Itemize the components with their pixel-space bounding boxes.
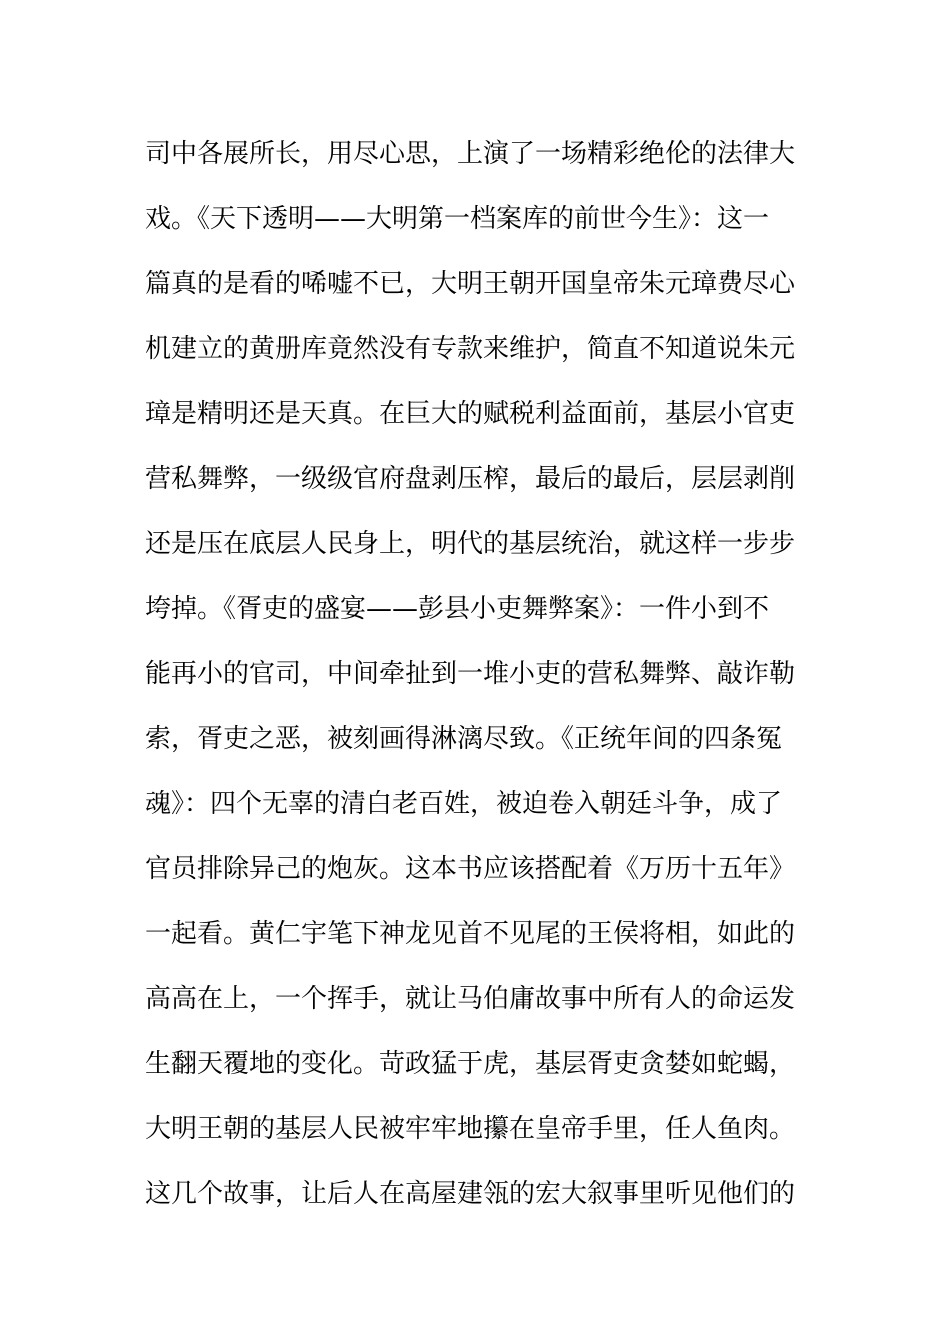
text-line: 营私舞弊，一级级官府盘剥压榨，最后的最后，层层剥削 bbox=[145, 464, 796, 494]
text-line: 一起看。黄仁宇笔下神龙见首不见尾的王侯将相，如此的 bbox=[145, 919, 796, 949]
body-text bbox=[145, 122, 815, 1227]
text-line: 高高在上，一个挥手，就让马伯庸故事中所有人的命运发 bbox=[145, 984, 796, 1014]
text-line: 司中各展所长，用尽心思，上演了一场精彩绝伦的法律大 bbox=[145, 139, 796, 169]
text-line: 官员排除异己的炮灰。这本书应该搭配着《万历十五年》 bbox=[145, 854, 796, 884]
text-line: 索，胥吏之恶，被刻画得淋漓尽致。《正统年间的四条冤 bbox=[145, 724, 783, 754]
text-line: 魂》：四个无辜的清白老百姓，被迫卷入朝廷斗争，成了 bbox=[145, 789, 783, 819]
text-line: 璋是精明还是天真。在巨大的赋税利益面前，基层小官吏 bbox=[145, 399, 796, 429]
text-line: 篇真的是看的唏嘘不已，大明王朝开国皇帝朱元璋费尽心 bbox=[145, 269, 796, 299]
text-line: 还是压在底层人民身上，明代的基层统治，就这样一步步 bbox=[145, 529, 796, 559]
text-line: 机建立的黄册库竟然没有专款来维护，简直不知道说朱元 bbox=[145, 334, 796, 364]
text-line: 戏。《天下透明——大明第一档案库的前世今生》：这一 bbox=[145, 204, 770, 234]
text-line: 这几个故事，让后人在高屋建瓴的宏大叙事里听见他们的 bbox=[145, 1179, 796, 1209]
text-line: 生翻天覆地的变化。苛政猛于虎，基层胥吏贪婪如蛇蝎， bbox=[145, 1049, 796, 1079]
text-line: 垮掉。《胥吏的盛宴——彭县小吏舞弊案》：一件小到不 bbox=[145, 594, 770, 624]
text-line: 大明王朝的基层人民被牢牢地攥在皇帝手里，任人鱼肉。 bbox=[145, 1114, 796, 1144]
text-line: 能再小的官司，中间牵扯到一堆小吏的营私舞弊、敲诈勒 bbox=[145, 659, 796, 689]
